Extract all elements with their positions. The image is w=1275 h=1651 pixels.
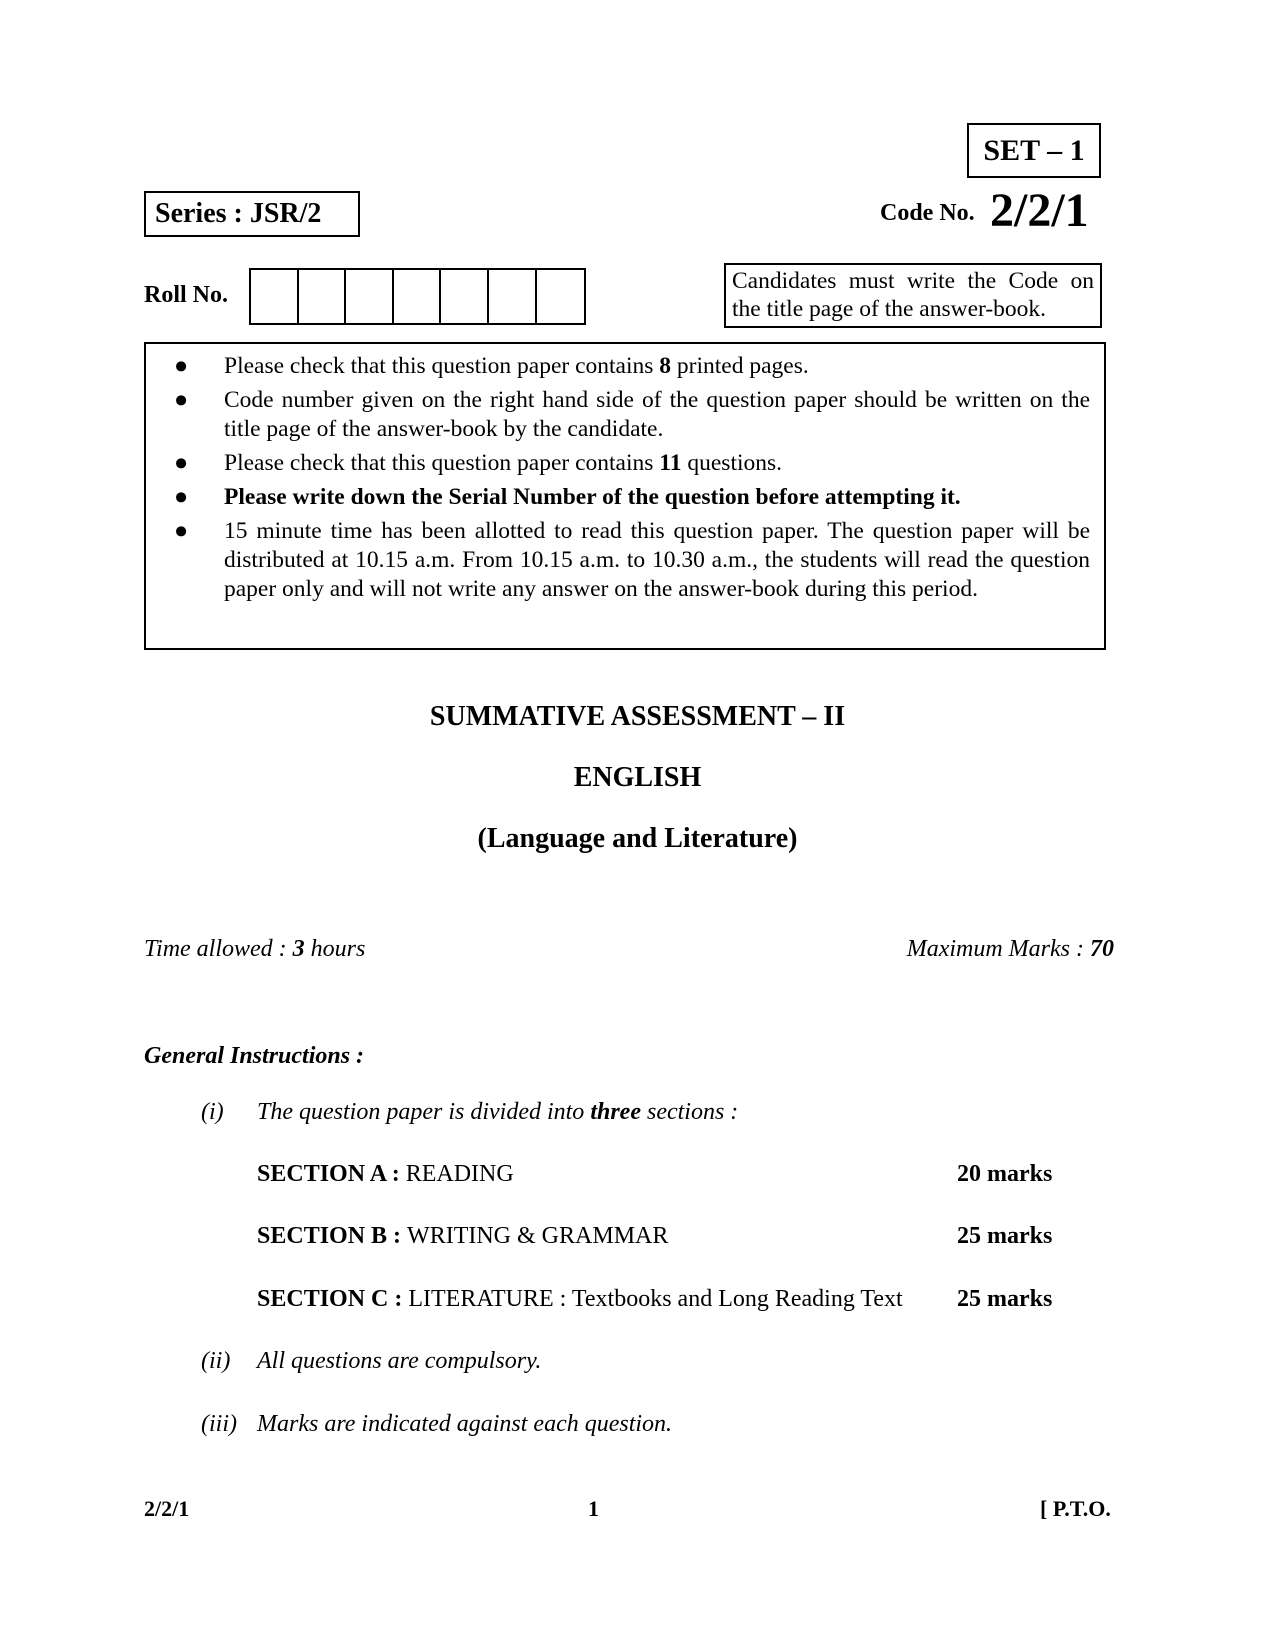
section-a-marks: 20 marks	[957, 1161, 1053, 1187]
page-number: 1	[588, 1496, 599, 1521]
maximum-marks: Maximum Marks : 70	[906, 936, 1114, 962]
instructions-box	[144, 342, 1106, 650]
roll-number-cell	[346, 270, 394, 323]
bullet-icon: ●	[174, 450, 189, 476]
bullet-icon: ●	[174, 484, 189, 510]
instructions-list	[174, 352, 1090, 604]
roll-number-cell	[537, 270, 585, 323]
instruction-item: ● Code number given on the right hand side of the question paper should be written on the title page of the answer-book by the candidate.	[174, 387, 1090, 442]
instruction-item: ● 15 minute time has been allotted to read this question paper. The question paper will be distributed at 10.15 a.m. From 10.15 a.m. to 10.30 a.m., the students will read the question paper only and will not write any answer on the answer-book during this period.	[174, 518, 1090, 602]
roll-number-cell	[251, 270, 299, 323]
subject-subtitle: (Language and Literature)	[477, 823, 798, 854]
subject-title: ENGLISH	[573, 762, 702, 793]
general-instruction-1: (i) The question paper is divided into three sections :	[201, 1099, 739, 1125]
general-instructions-heading: General Instructions :	[144, 1043, 365, 1069]
bullet-icon: ●	[174, 353, 189, 379]
general-instruction-3: (iii) Marks are indicated against each question.	[201, 1411, 673, 1437]
assessment-title: SUMMATIVE ASSESSMENT – II	[429, 701, 846, 732]
time-marks-row	[144, 936, 1114, 963]
roll-number-cell	[299, 270, 347, 323]
roll-number-label: Roll No.	[144, 282, 228, 308]
bullet-icon: ●	[174, 387, 189, 413]
code-label: Code No.	[880, 200, 975, 226]
code-value: 2/2/1	[990, 184, 1089, 237]
pto-label: [ P.T.O.	[1040, 1496, 1111, 1521]
time-allowed: Time allowed : 3 hours	[144, 936, 366, 962]
roll-number-boxes	[249, 268, 586, 325]
section-b-row: SECTION B : WRITING & GRAMMAR 25 marks	[257, 1223, 1053, 1249]
roll-number-cell	[489, 270, 537, 323]
instruction-item: ● Please check that this question paper contains 11 questions.	[174, 450, 783, 476]
candidate-code-note: Candidates must write the Code on the title page of the answer-book.	[724, 263, 1102, 328]
footer-code: 2/2/1	[144, 1496, 190, 1521]
section-c-marks: 25 marks	[957, 1286, 1053, 1312]
section-c-row: SECTION C : LITERATURE : Textbooks and Long Reading Text 25 marks	[257, 1286, 1053, 1312]
section-a-row: SECTION A : READING 20 marks	[257, 1161, 1053, 1187]
roll-number-cell	[394, 270, 442, 323]
general-instruction-2: (ii) All questions are compulsory.	[201, 1348, 542, 1374]
series-box: Series : JSR/2	[144, 191, 360, 237]
bullet-icon: ●	[174, 518, 189, 544]
section-b-marks: 25 marks	[957, 1223, 1053, 1249]
instruction-item: ● Please write down the Serial Number of the question before attempting it.	[174, 484, 961, 510]
roll-number-cell	[441, 270, 489, 323]
instruction-item: ● Please check that this question paper contains 8 printed pages.	[174, 353, 809, 379]
set-number-box: SET – 1	[967, 123, 1101, 178]
